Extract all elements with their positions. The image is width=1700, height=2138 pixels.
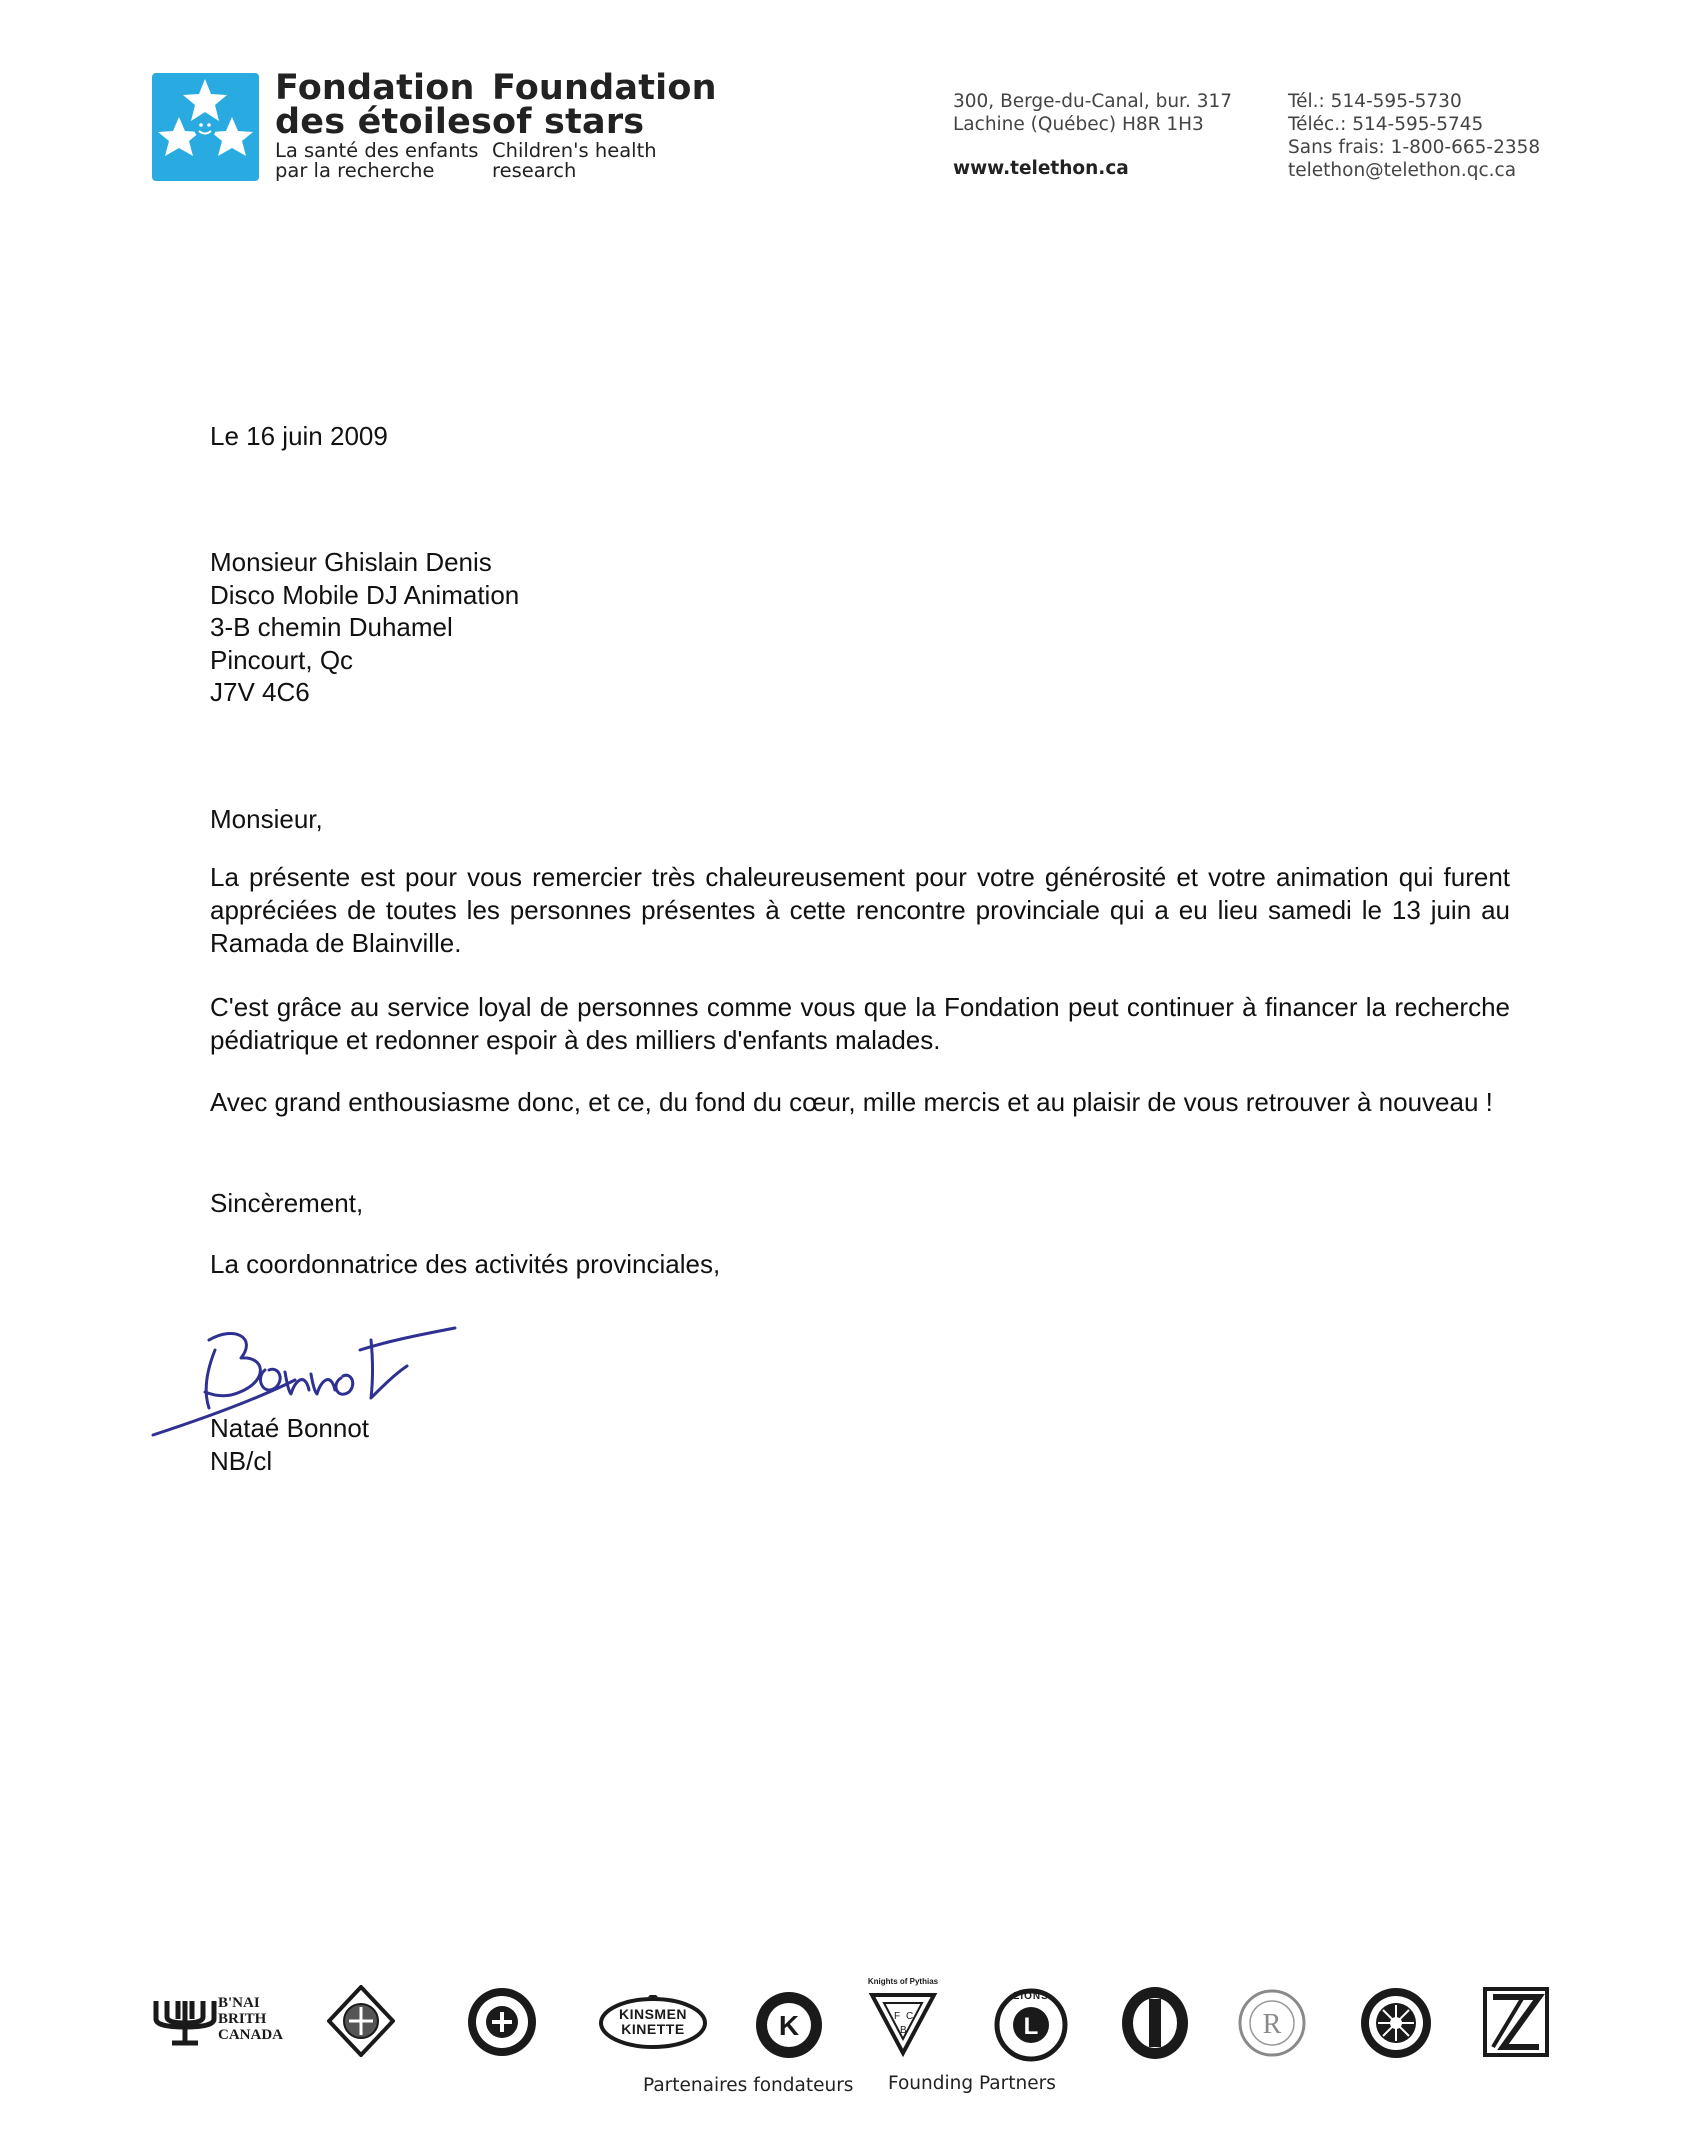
- salutation: Monsieur,: [210, 804, 323, 834]
- kinette-label: KINETTE: [621, 2021, 685, 2037]
- kinsmen-kinette-logo: [598, 1995, 708, 2051]
- brand-en-tagline-2: research: [492, 159, 577, 182]
- stars-logo-icon: [152, 73, 259, 181]
- zonta-logo: [1483, 1987, 1549, 2057]
- website-link[interactable]: www.telethon.ca: [953, 158, 1129, 179]
- brand-en-name-2: of stars: [492, 102, 645, 142]
- kinsmen-label: KINSMEN: [618, 2006, 688, 2022]
- body-paragraph-3: Avec grand enthousiasme donc, et ce, du fond du cœur, mille mercis et au plaisir de vous retrouver à nouveau !: [210, 1087, 1493, 1117]
- brand-fr-name-2: des étoiles: [275, 102, 493, 142]
- brand-english: [492, 68, 717, 182]
- svg-text:C: C: [906, 2011, 914, 2022]
- contact-block: [1288, 90, 1540, 182]
- svg-text:R: R: [1262, 2009, 1282, 2040]
- fax-number: Téléc.: 514-595-5745: [1288, 114, 1484, 135]
- partner-logos: [150, 1977, 1560, 2065]
- lions-label: LIONS: [1013, 1991, 1049, 2002]
- knights-of-pythias-logo: [868, 1977, 938, 2059]
- optimist-logo: [1120, 1985, 1190, 2061]
- bnai-label-3: CANADA: [218, 2027, 283, 2043]
- address-block: [953, 90, 1232, 180]
- recipient-postal-code: J7V 4C6: [210, 677, 310, 707]
- body-paragraph-2: C'est grâce au service loyal de personnes comme vous que la Fondation peut continuer à financer la recherche pédiatrique et redonner espoir à des milliers d'enfants malades.: [210, 992, 1510, 1055]
- foundation-logo: [152, 73, 259, 181]
- footer-caption-fr: Partenaires fondateurs: [643, 2075, 854, 2096]
- bnai-brith-logo: [150, 1995, 283, 2055]
- rotary-logo: [1358, 1985, 1434, 2061]
- lions-logo: [992, 1987, 1070, 2063]
- kiwanis-logo: [753, 1989, 825, 2061]
- recipient-name: Monsieur Ghislain Denis: [210, 547, 492, 577]
- brand-french: [275, 68, 493, 182]
- knights-of-columbus-logo: [327, 1985, 395, 2057]
- svg-text:K: K: [778, 2010, 800, 2041]
- bnai-label-2: BRITH: [218, 2011, 267, 2027]
- signer-block: [210, 1412, 369, 1477]
- recipient-company: Disco Mobile DJ Animation: [210, 579, 520, 610]
- signer-role: La coordonnatrice des activités provinciales,: [210, 1249, 721, 1279]
- recipient-street: 3-B chemin Duhamel: [210, 612, 453, 642]
- tollfree-number: Sans frais: 1-800-665-2358: [1288, 137, 1541, 158]
- menorah-icon: [150, 1997, 220, 2047]
- recipient-address: [210, 546, 519, 709]
- recipient-city: Pincourt, Qc: [210, 644, 354, 675]
- svg-text:L: L: [1023, 2013, 1039, 2040]
- brand-fr-name-1: Fondation: [275, 68, 475, 108]
- svg-text:B: B: [900, 2025, 907, 2036]
- signer-name: Nataé Bonnot: [210, 1413, 370, 1443]
- svg-text:F: F: [894, 2011, 901, 2022]
- brand-fr-tagline-2: par la recherche: [275, 159, 435, 182]
- phone-number: Tél.: 514-595-5730: [1288, 91, 1462, 112]
- pythias-label: Knights of Pythias: [867, 1977, 939, 1986]
- reference-initials: NB/cl: [210, 1445, 273, 1476]
- address-line-1: 300, Berge-du-Canal, bur. 317: [953, 91, 1233, 112]
- brand-fr-tagline-1: La santé des enfants: [275, 139, 479, 162]
- civitan-logo: [465, 1985, 539, 2059]
- email-link[interactable]: telethon@telethon.qc.ca: [1288, 160, 1517, 181]
- brand-en-name-1: Foundation: [492, 68, 717, 108]
- closing: Sincèrement,: [210, 1188, 364, 1218]
- address-line-2: Lachine (Québec) H8R 1H3: [953, 114, 1204, 135]
- letter-date: Le 16 juin 2009: [210, 421, 388, 451]
- bnai-label-1: B'NAI: [218, 1995, 260, 2011]
- brand-en-tagline-1: Children's health: [492, 139, 657, 162]
- body-paragraph-1: La présente est pour vous remercier très chaleureusement pour votre générosité et votre animation qui furent appréciées de toutes les personnes présentes à cette rencontre provinciale qui a eu lieu samedi le 13 juin au Ramada de Blainville.: [210, 862, 1510, 958]
- footer-caption-en: Founding Partners: [888, 2073, 1056, 2094]
- richelieu-logo: [1237, 1987, 1307, 2059]
